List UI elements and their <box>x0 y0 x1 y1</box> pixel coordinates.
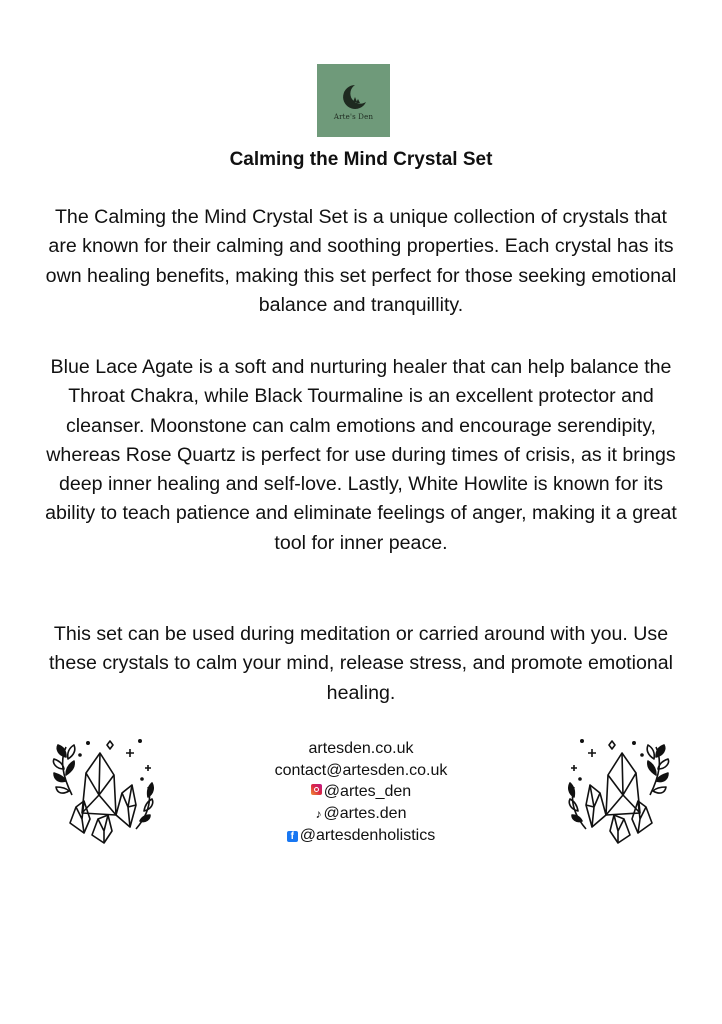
brand-logo <box>317 64 390 137</box>
facebook-icon: f <box>287 831 298 842</box>
intro-paragraph: The Calming the Mind Crystal Set is a unique collection of crystals that are known for their calming and soothing properties. Each crystal has its own healing benefits, making this set perfect for those seeking emotional balance and tranquillity. <box>45 206 677 316</box>
crystal-illustration-right <box>568 735 670 847</box>
email-link[interactable]: contact@artesden.co.uk <box>274 761 448 779</box>
contact-block <box>211 738 511 847</box>
facebook-handle[interactable]: @artesdenholistics <box>299 827 436 844</box>
tiktok-handle[interactable]: @artes.den <box>323 804 407 822</box>
website-link[interactable]: artesden.co.uk <box>308 740 414 757</box>
instagram-handle[interactable]: @artes_den <box>323 783 412 800</box>
logo-text: Arte's Den <box>333 113 374 121</box>
tiktok-icon: ♪ <box>315 806 322 821</box>
usage-paragraph: This set can be used during meditation or carried around with you. Use these crystals to calm your mind, release stress, and promote emotional healing. <box>48 623 673 704</box>
page-title: Calming the Mind Crystal Set <box>229 149 493 170</box>
crystal-illustration-left <box>52 735 154 847</box>
facebook-row[interactable] <box>211 825 511 847</box>
instagram-icon <box>311 784 322 795</box>
crystals-paragraph: Blue Lace Agate is a soft and nurturing healer that can help balance the Throat Chakra, while Black Tourmaline is an excellent protector and cleanser. Moonstone can calm emotions and encourage serendipity, whereas Rose Quartz is perfect for use during times of crisis, as it brings deep inner healing and self-love. Lastly, White Howlite is known for its ability to teach patience and eliminate feelings of anger, making it a great tool for inner peace. <box>45 356 677 554</box>
tiktok-row[interactable] <box>211 803 511 826</box>
crescent-moon-icon <box>339 82 369 112</box>
instagram-row[interactable] <box>211 781 511 803</box>
